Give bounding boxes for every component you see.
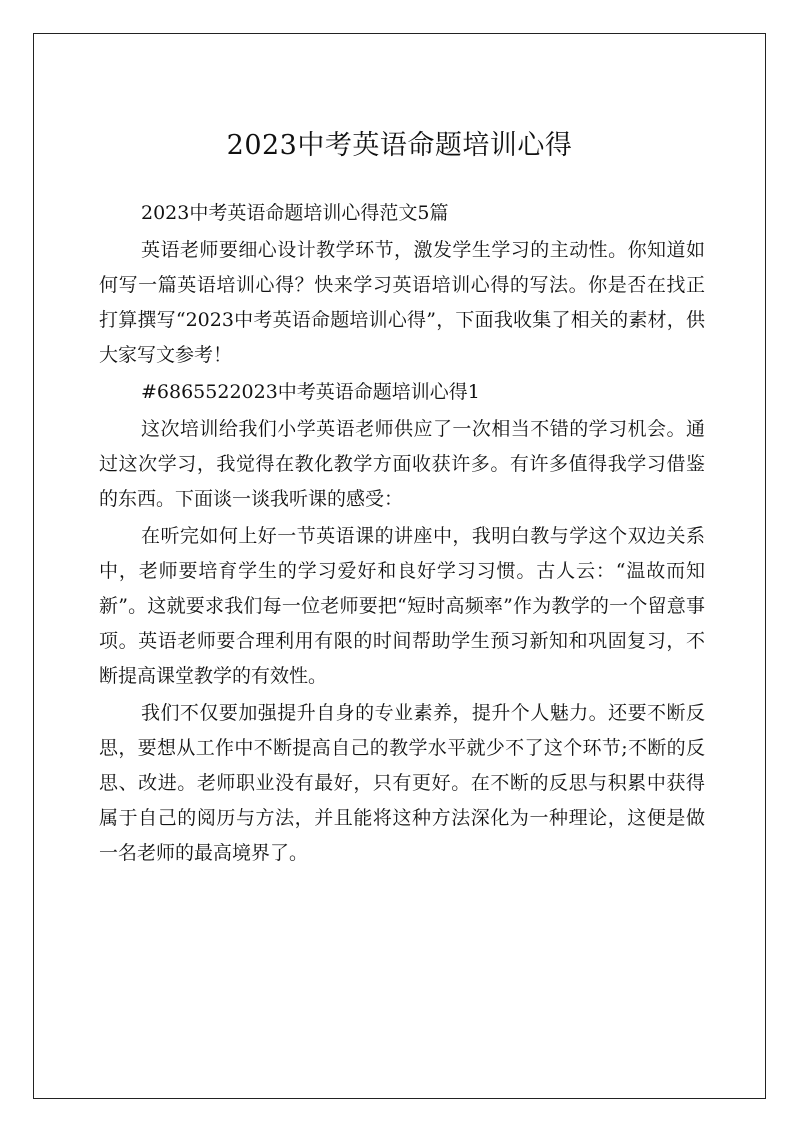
- intro-paragraph: 英语老师要细心设计教学环节，激发学生学习的主动性。你知道如何写一篇英语培训心得？快来学习英语培训心得的写法。你是否在找正打算撰写“2023中考英语命题培训心得”，下面我收集了相关的素材，供大家写文参考！: [99, 239, 705, 366]
- body-paragraph-1: 这次培训给我们小学英语老师供应了一次相当不错的学习机会。通过这次学习，我觉得在教化教学方面收获许多。有许多值得我学习借鉴的东西。下面谈一谈我听课的感受：: [99, 418, 705, 510]
- subtitle-line: 2023中考英语命题培训心得范文5篇: [141, 202, 449, 224]
- body-paragraph-3: 我们不仅要加强提升自身的专业素养，提升个人魅力。还要不断反思，要想从工作中不断提高自己的教学水平就少不了这个环节;不断的反思、改进。老师职业没有最好，只有更好。在不断的反思与积累中获得属于自己的阅历与方法，并且能将这种方法深化为一种理论，这便是做一名老师的最高境界了。: [99, 702, 705, 864]
- body-paragraph-2: 在听完如何上好一节英语课的讲座中，我明白教与学这个双边关系中，老师要培育学生的学习爱好和良好学习习惯。古人云：“温故而知新”。这就要求我们每一位老师要把“短时高频率”作为教学的一个留意事项。英语老师要合理利用有限的时间帮助学生预习新知和巩固复习，不断提高课堂教学的有效性。: [99, 525, 705, 687]
- section-heading: #6865522023中考英语命题培训心得1: [141, 381, 480, 403]
- document-title: 2023中考英语命题培训心得: [226, 130, 573, 161]
- document-body: [99, 196, 705, 871]
